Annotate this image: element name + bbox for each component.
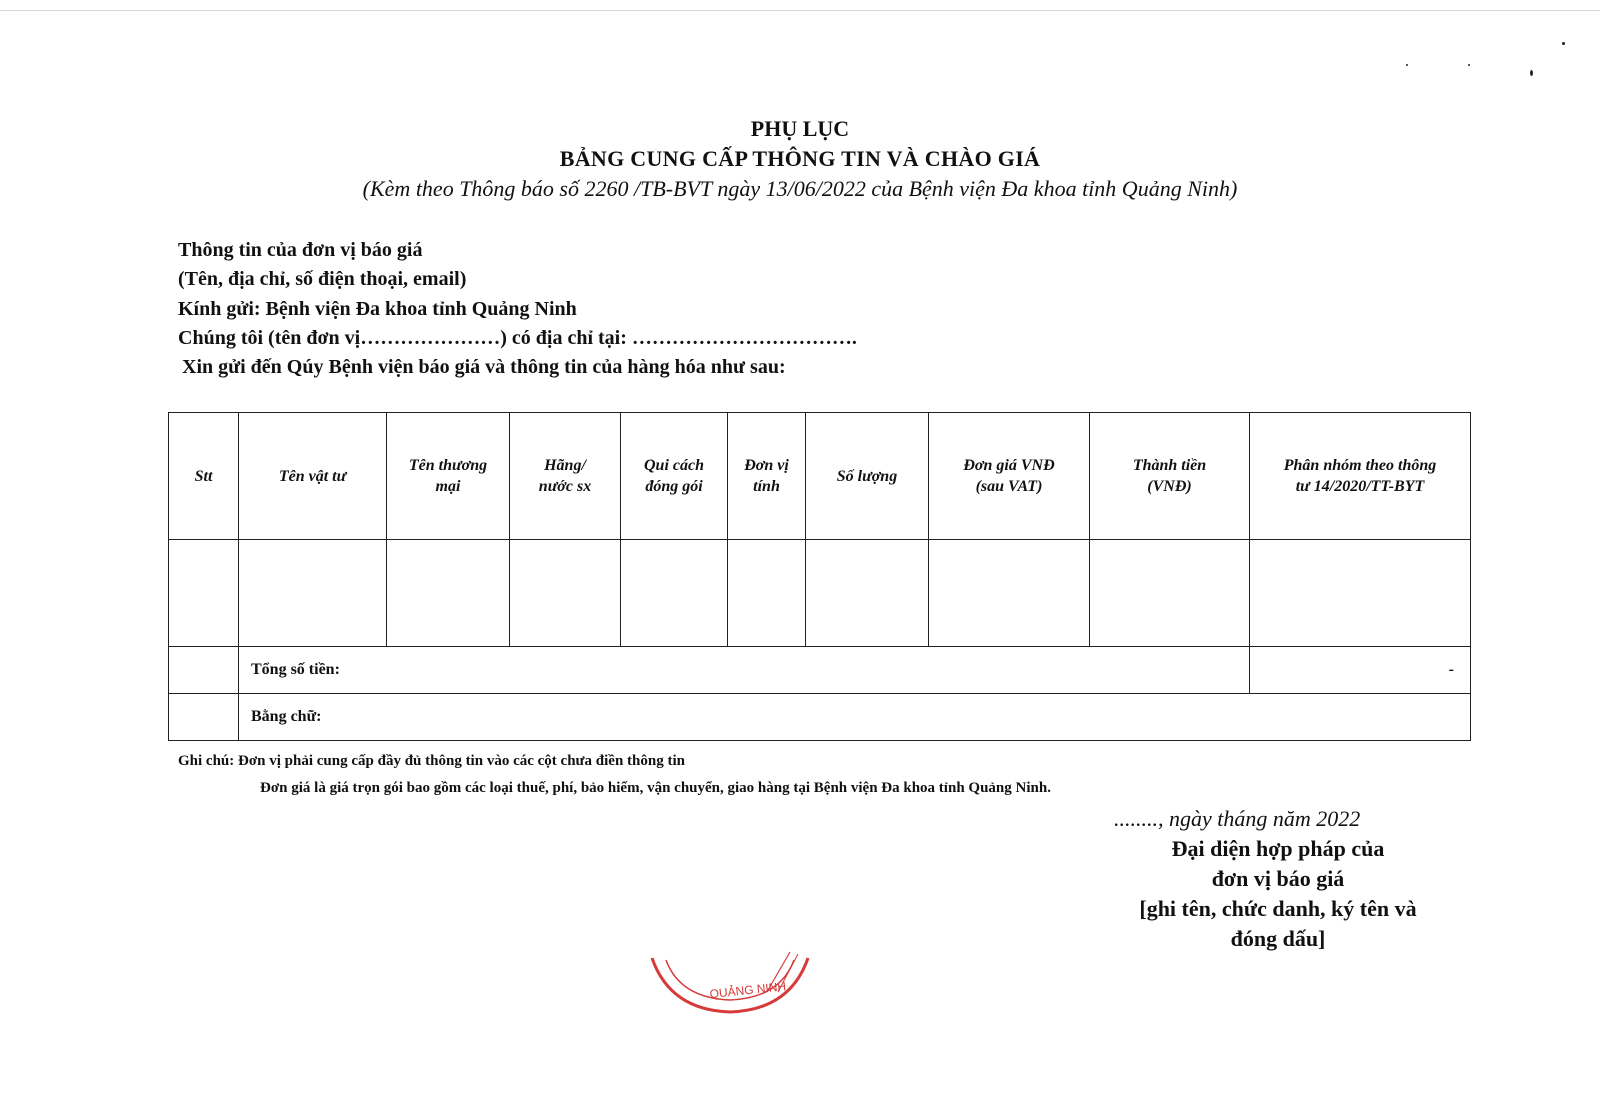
table-cell[interactable] [1250, 540, 1471, 647]
doc-heading-title: BẢNG CUNG CẤP THÔNG TIN VÀ CHÀO GIÁ [559, 146, 1041, 171]
col-header-packaging: Qui cách đóng gói [621, 413, 728, 540]
quote-table [168, 412, 1471, 741]
signature-line-3: [ghi tên, chức danh, ký tên và [1139, 896, 1417, 921]
table-cell [169, 694, 239, 741]
red-seal-stamp-icon [640, 950, 820, 1030]
info-line-vendor: Thông tin của đơn vị báo giá [178, 239, 423, 261]
info-line-address: Chúng tôi (tên đơn vị…………………) có địa chỉ tại: ……………………………. [178, 327, 857, 349]
col-header-unit-price: Đơn giá VNĐ (sau VAT) [929, 413, 1090, 540]
col-header-item-name: Tên vật tư [239, 413, 387, 540]
table-cell[interactable] [728, 540, 806, 647]
signature-line-2: đơn vị báo giá [1211, 866, 1345, 891]
table-cell[interactable] [806, 540, 929, 647]
table-cell[interactable] [621, 540, 728, 647]
doc-heading-appendix: PHỤ LỤC [750, 116, 850, 141]
col-header-manufacturer: Hãng/ nước sx [510, 413, 621, 540]
table-row [169, 540, 1471, 647]
total-value[interactable]: - [1250, 647, 1471, 694]
col-header-unit: Đơn vị tính [728, 413, 806, 540]
info-line-recipient: Kính gửi: Bệnh viện Đa khoa tỉnh Quảng Ninh [178, 298, 577, 320]
info-line-contact: (Tên, địa chỉ, số điện thoại, email) [178, 268, 467, 290]
table-header-row [169, 413, 1471, 540]
signature-line-1: Đại diện hợp pháp của [1171, 836, 1385, 861]
note-line-price: Đơn giá là giá trọn gói bao gồm các loại thuế, phí, bảo hiểm, vận chuyển, giao hàng tại Bệnh viện Đa khoa tỉnh Quảng Ninh. [260, 780, 1051, 796]
total-label: Tổng số tiền: [239, 647, 1250, 694]
signature-date: ........, ngày tháng năm 2022 [1114, 806, 1361, 831]
table-cell [169, 647, 239, 694]
signature-line-4: đóng dấu] [1230, 926, 1326, 951]
scan-speck [1406, 64, 1408, 66]
col-header-quantity: Số lượng [806, 413, 929, 540]
in-words-label[interactable]: Bằng chữ: [239, 694, 1471, 741]
scan-speck [1562, 42, 1565, 45]
scan-speck [1468, 64, 1470, 66]
scan-edge-line [0, 10, 1600, 11]
scan-speck [1530, 70, 1533, 76]
table-cell[interactable] [929, 540, 1090, 647]
svg-text:QUẢNG NINH: QUẢNG NINH [708, 979, 787, 1002]
table-cell[interactable] [1090, 540, 1250, 647]
table-cell[interactable] [169, 540, 239, 647]
col-header-classification: Phân nhóm theo thông tư 14/2020/TT-BYT [1250, 413, 1471, 540]
table-cell[interactable] [510, 540, 621, 647]
table-cell[interactable] [387, 540, 510, 647]
doc-heading-reference: (Kèm theo Thông báo số 2260 /TB-BVT ngày 13/06/2022 của Bệnh viện Đa khoa tỉnh Quảng Ninh) [362, 176, 1238, 201]
total-row [169, 647, 1471, 694]
col-header-stt: Stt [169, 413, 239, 540]
in-words-row [169, 694, 1471, 741]
note-line-required: Ghi chú: Đơn vị phải cung cấp đầy đủ thông tin vào các cột chưa điền thông tin [178, 753, 685, 769]
table-cell[interactable] [239, 540, 387, 647]
col-header-trade-name: Tên thương mại [387, 413, 510, 540]
info-line-intro: Xin gửi đến Qúy Bệnh viện báo giá và thông tin của hàng hóa như sau: [182, 356, 786, 378]
col-header-amount: Thành tiền (VNĐ) [1090, 413, 1250, 540]
